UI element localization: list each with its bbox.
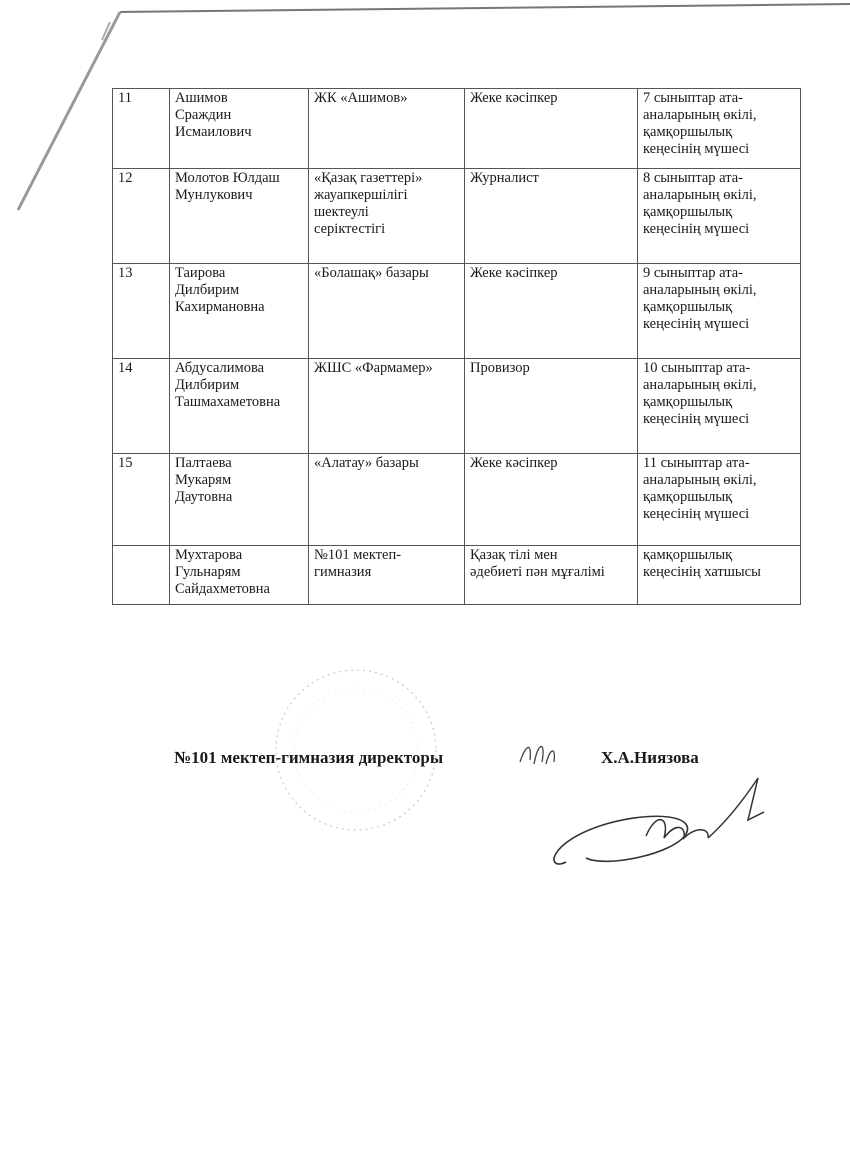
member-role: 9 сыныптар ата- аналарының өкілі, қамқоршылық кеңесінің мүшесі <box>638 264 801 359</box>
member-organization: ЖШС «Фармамер» <box>309 359 465 454</box>
table-row <box>113 546 801 605</box>
council-members-table <box>112 88 801 605</box>
row-number: 12 <box>113 169 170 264</box>
member-role: 11 сыныптар ата- аналарының өкілі, қамқоршылық кеңесінің мүшесі <box>638 454 801 546</box>
director-title: №101 мектеп-гимназия директоры <box>174 748 444 767</box>
member-name: Палтаева Мукарям Даутовна <box>170 454 309 546</box>
member-name: Абдусалимова Дилбирим Ташмахаметовна <box>170 359 309 454</box>
member-role: 8 сыныптар ата- аналарының өкілі, қамқоршылық кеңесінің мүшесі <box>638 169 801 264</box>
table-row <box>113 454 801 546</box>
handwritten-signature <box>546 772 786 882</box>
member-name: Мухтарова Гульнарям Сайдахметовна <box>170 546 309 605</box>
member-name: Молотов Юлдаш Мунлукович <box>170 169 309 264</box>
table-row <box>113 264 801 359</box>
member-organization: «Алатау» базары <box>309 454 465 546</box>
member-organization: «Болашақ» базары <box>309 264 465 359</box>
member-organization: №101 мектеп- гимназия <box>309 546 465 605</box>
row-number: 15 <box>113 454 170 546</box>
member-role: 7 сыныптар ата- аналарының өкілі, қамқоршылық кеңесінің мүшесі <box>638 89 801 169</box>
initials-mark <box>512 734 562 774</box>
member-position: Жеке кәсіпкер <box>465 454 638 546</box>
member-organization: ЖК «Ашимов» <box>309 89 465 169</box>
row-number: 11 <box>113 89 170 169</box>
member-name: Ашимов Сраждин Исмаилович <box>170 89 309 169</box>
member-position: Провизор <box>465 359 638 454</box>
row-number: 13 <box>113 264 170 359</box>
table-row <box>113 359 801 454</box>
member-position: Жеке кәсіпкер <box>465 89 638 169</box>
member-name: Таирова Дилбирим Кахирмановна <box>170 264 309 359</box>
director-name: Х.А.Ниязова <box>601 748 699 767</box>
table-row <box>113 89 801 169</box>
member-position: Журналист <box>465 169 638 264</box>
table-row <box>113 169 801 264</box>
member-organization: «Қазақ газеттері» жауапкершілігі шектеулі серіктестігі <box>309 169 465 264</box>
member-role: қамқоршылық кеңесінің хатшысы <box>638 546 801 605</box>
member-position: Жеке кәсіпкер <box>465 264 638 359</box>
member-position: Қазақ тілі мен әдебиеті пән мұғалімі <box>465 546 638 605</box>
row-number: 14 <box>113 359 170 454</box>
member-role: 10 сыныптар ата- аналарының өкілі, қамқоршылық кеңесінің мүшесі <box>638 359 801 454</box>
row-number <box>113 546 170 605</box>
